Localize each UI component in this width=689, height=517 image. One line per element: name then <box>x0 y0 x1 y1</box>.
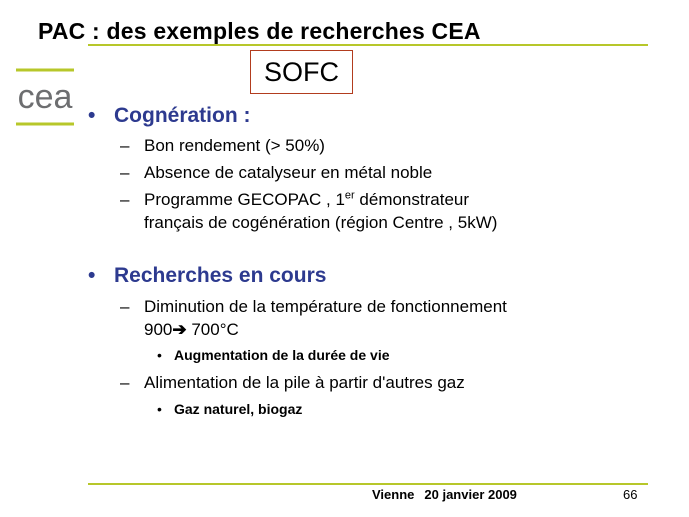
section-heading-cogeneration <box>88 104 251 128</box>
dot-marker: • <box>157 347 162 363</box>
list-item-continuation: 900➔ 700°C <box>144 320 239 339</box>
footer-location: Vienne <box>372 487 415 502</box>
footer-divider <box>88 483 648 485</box>
list-item <box>120 161 432 184</box>
logo-text: cea <box>17 78 73 116</box>
dash-marker: – <box>120 163 130 182</box>
section-heading-label: Recherches en cours <box>114 264 327 287</box>
footer-info <box>372 487 517 502</box>
dash-marker: – <box>120 136 130 155</box>
sub-list-item <box>157 347 390 363</box>
sub-list-item <box>157 401 302 417</box>
bullet-marker: • <box>88 104 96 127</box>
ordinal-superscript: er <box>344 189 355 202</box>
list-item <box>120 188 497 234</box>
page-number: 66 <box>623 487 638 502</box>
section-heading-recherches <box>88 264 326 288</box>
list-item-text: Bon rendement (> 50%) <box>144 136 325 155</box>
dash-marker: – <box>120 373 130 392</box>
cea-logo <box>16 66 76 130</box>
list-item-text: démonstrateur <box>354 190 470 209</box>
list-item-text: Programme GECOPAC , 1 <box>144 190 345 209</box>
sub-list-item-text: Gaz naturel, biogaz <box>174 401 303 417</box>
list-item <box>120 371 465 394</box>
arrow-right-icon: ➔ <box>172 320 187 339</box>
sofc-badge: SOFC <box>250 50 353 94</box>
bullet-marker: • <box>88 264 96 287</box>
list-item <box>120 134 325 157</box>
sub-list-item-text: Augmentation de la durée de vie <box>174 347 390 363</box>
section-heading-label: Cognération : <box>114 104 251 127</box>
dash-marker: – <box>120 297 130 316</box>
footer-date: 20 janvier 2009 <box>424 487 517 502</box>
list-item-text: Diminution de la température de fonctionnement <box>144 297 507 316</box>
slide-title: PAC : des exemples de recherches CEA <box>38 18 481 44</box>
list-item-continuation: français de cogénération (région Centre , 5kW) <box>144 213 498 232</box>
dash-marker: – <box>120 190 130 209</box>
list-item <box>120 295 507 341</box>
title-divider <box>88 44 648 46</box>
list-item-text: Absence de catalyseur en métal noble <box>144 163 433 182</box>
list-item-text: Alimentation de la pile à partir d'autres gaz <box>144 373 465 392</box>
dot-marker: • <box>157 401 162 417</box>
